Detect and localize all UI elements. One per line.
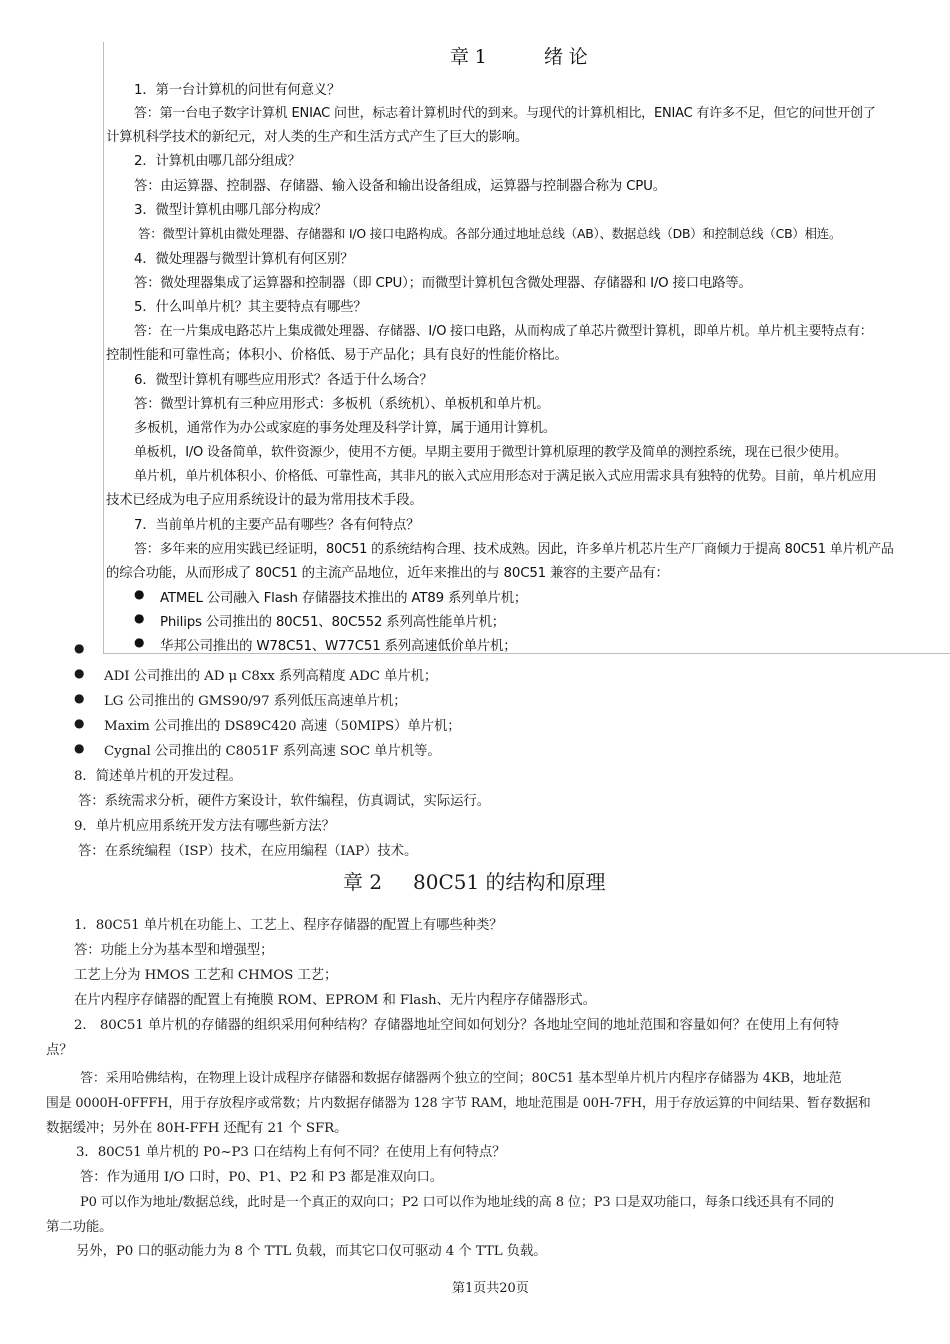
answer-line: 工艺上分为 HMOS 工艺和 CHMOS 工艺；: [74, 968, 338, 983]
bullet-item: LG 公司推出的 GMS90/97 系列低压高速单片机；: [104, 694, 407, 709]
page-footer: 第1页共20页: [452, 1281, 529, 1296]
question-line: 3．80C51 单片机的 P0~P3 口在结构上有何不同？在使用上有何特点？: [76, 1145, 506, 1160]
question-line: 9．单片机应用系统开发方法有哪些新方法？: [74, 819, 335, 834]
bullet-dot: ●: [74, 691, 85, 705]
chapter-1-number: 章 1: [450, 46, 487, 68]
scan-line: 6．微型计算机有哪些应用形式？各适于什么场合？: [134, 373, 433, 388]
bullet-dot: ●: [74, 666, 85, 680]
bullet-dot: ●: [134, 587, 145, 601]
bullet-dot: ●: [74, 741, 85, 755]
scan-line: 答：微型计算机由微处理器、存储器和 I/O 接口电路构成。各部分通过地址总线（AB）、数据总线（DB）和控制总线（CB）相连。: [138, 226, 842, 241]
scan-line: 1．第一台计算机的问世有何意义？: [134, 83, 341, 98]
scan-line: 答：在一片集成电路芯片上集成微处理器、存储器、I/O 接口电路，从而构成了单芯片微型计算机，即单片机。单片机主要特点有：: [134, 324, 873, 339]
answer-line: 答：采用哈佛结构，在物理上设计成程序存储器和数据存储器两个独立的空间；80C51 基本型单片机片内程序存储器为 4KB，地址范: [80, 1071, 842, 1086]
scan-line: 答：微型计算机有三种应用形式：多板机（系统机）、单板机和单片机。: [134, 397, 550, 412]
question-line: 8．简述单片机的开发过程。: [74, 769, 242, 784]
scan-line: 计算机科学技术的新纪元，对人类的生产和生活方式产生了巨大的影响。: [106, 130, 529, 145]
scan-line: 5．什么叫单片机？其主要特点有哪些？: [134, 300, 367, 315]
bullet-dot: ●: [134, 635, 145, 649]
chapter-2-title: 80C51 的结构和原理: [413, 870, 606, 894]
bullet-dot: ●: [74, 716, 85, 730]
scan-line: 单板机，I/O 设备简单，软件资源少，使用不方便。早期主要用于微型计算机原理的教学及简单的测控系统，现在已很少使用。: [134, 445, 847, 460]
scan-line: 技术已经成为电子应用系统设计的最为常用技术手段。: [106, 493, 423, 508]
question-line: 2． 80C51 单片机的存储器的组织采用何种结构？存储器地址空间如何划分？各地址空间的地址范围和容量如何？在使用上有何特: [74, 1018, 839, 1033]
answer-line: 围是 0000H-0FFFH，用于存放程序或常数；片内数据存储器为 128 字节 RAM，地址范围是 00H-7FH，用于存放运算的中间结果、暂存数据和: [46, 1096, 871, 1111]
bullet-dot: ●: [134, 611, 145, 625]
answer-line: 答：在系统编程（ISP）技术，在应用编程（IAP）技术。: [78, 844, 418, 859]
chapter-1-title: 绪 论: [544, 46, 588, 68]
scan-line: 4．微处理器与微型计算机有何区别？: [134, 252, 354, 267]
scan-bullet-item: 华邦公司推出的 W78C51、W77C51 系列高速低价单片机；: [160, 639, 517, 654]
scan-bullet-item: Philips 公司推出的 80C51、80C552 系列高性能单片机；: [160, 615, 506, 630]
question-line: 1．80C51 单片机在功能上、工艺上、程序存储器的配置上有哪些种类？: [74, 918, 503, 933]
scan-line: 多板机，通常作为办公或家庭的事务处理及科学计算，属于通用计算机。: [134, 421, 557, 436]
scan-line: 3．微型计算机由哪几部分构成？: [134, 203, 327, 218]
answer-line: 答：系统需求分析，硬件方案设计，软件编程，仿真调试，实际运行。: [78, 794, 491, 809]
scan-line: 7．当前单片机的主要产品有哪些？各有何特点？: [134, 518, 420, 533]
scan-line: 控制性能和可靠性高；体积小、价格低、易于产品化；具有良好的性能价格比。: [106, 348, 568, 363]
answer-line: 答：功能上分为基本型和增强型；: [74, 943, 274, 958]
answer-line: 另外，P0 口的驱动能力为 8 个 TTL 负载，而其它口仅可驱动 4 个 TTL 负载。: [76, 1244, 547, 1259]
question-line: 点？: [46, 1043, 73, 1058]
scan-bullet-item: ATMEL 公司融入 Flash 存储器技术推出的 AT89 系列单片机；: [160, 591, 528, 606]
scan-line: 答：多年来的应用实践已经证明，80C51 的系统结构合理、技术成熟。因此，许多单片机芯片生产厂商倾力于提高 80C51 单片机产品: [134, 542, 894, 557]
scan-line: 的综合功能，从而形成了 80C51 的主流产品地位，近年来推出的与 80C51 兼容的主要产品有：: [106, 566, 669, 581]
scan-line: 答：第一台电子数字计算机 ENIAC 问世，标志着计算机时代的到来。与现代的计算机相比，ENIAC 有许多不足，但它的问世开创了: [134, 106, 876, 121]
scan-line: 答：微处理器集成了运算器和控制器（即 CPU）；而微型计算机包含微处理器、存储器和 I/O 接口电路等。: [134, 276, 752, 291]
scan-line: 2．计算机由哪几部分组成？: [134, 154, 301, 169]
answer-line: 第二功能。: [46, 1220, 113, 1235]
answer-line: 数据缓冲；另外在 80H-FFH 还配有 21 个 SFR。: [46, 1121, 348, 1136]
bullet-item: Cygnal 公司推出的 C8051F 系列高速 SOC 单片机等。: [104, 744, 441, 759]
scanned-page-image: [103, 42, 950, 654]
scan-line: 答：由运算器、控制器、存储器、输入设备和输出设备组成，运算器与控制器合称为 CPU。: [134, 179, 666, 194]
answer-line: P0 可以作为地址/数据总线，此时是一个真正的双向口；P2 口可以作为地址线的高 8 位；P3 口是双功能口，每条口线还具有不同的: [80, 1195, 834, 1210]
answer-line: 在片内程序存储器的配置上有掩膜 ROM、EPROM 和 Flash、无片内程序存储器形式。: [74, 993, 596, 1008]
answer-line: 答：作为通用 I/O 口时，P0、P1、P2 和 P3 都是准双向口。: [80, 1170, 444, 1185]
chapter-2-number: 章 2: [343, 870, 383, 894]
bullet-item: Maxim 公司推出的 DS89C420 高速（50MIPS）单片机；: [104, 719, 461, 734]
scan-line: 单片机，单片机体积小、价格低、可靠性高，其非凡的嵌入式应用形态对于满足嵌入式应用需求具有独特的优势。目前，单片机应用: [134, 469, 877, 484]
bullet-item: ADI 公司推出的 AD μ C8xx 系列高精度 ADC 单片机；: [104, 669, 438, 684]
bullet-dot: ●: [74, 641, 85, 655]
